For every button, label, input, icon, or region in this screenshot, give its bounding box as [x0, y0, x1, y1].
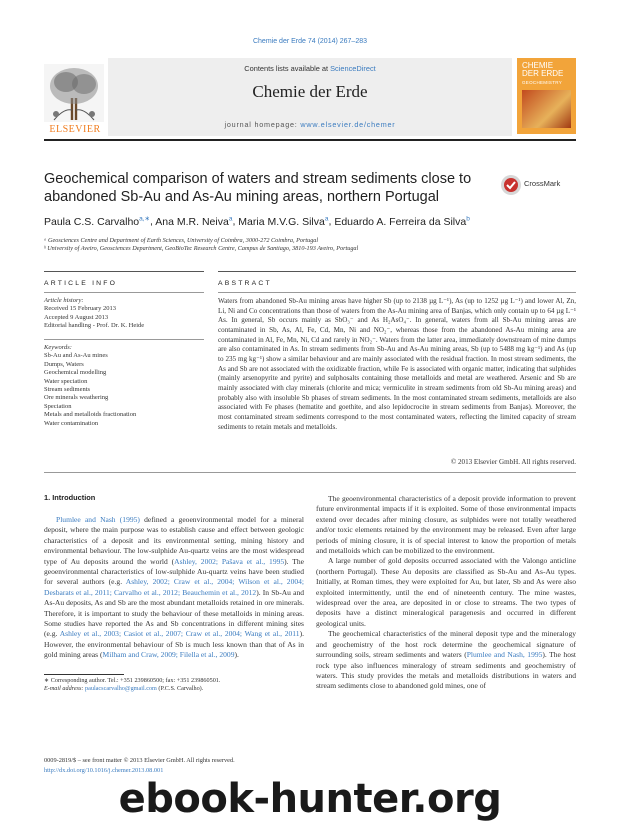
keyword: Speciation: [44, 402, 72, 410]
article-info-heading: ARTICLE INFO: [44, 280, 118, 287]
keyword: Water contamination: [44, 419, 99, 427]
citation-link[interactable]: Ashley, 2002; Pašava et al., 1995: [174, 556, 285, 566]
abstract-text: Waters from abandoned Sb-Au mining areas have higher Sb (up to 2138 µg L⁻¹), As (up to 1252 µg L⁻¹) and lower Al, Zn, Li, Ni and Co concentrations than those of waters from the As-Au mining area of Banjas, which only contain up to 64 µg L⁻¹ As. In general, Sb occurs mainly as SbO₃⁻ and As H₂AsO₄⁻. In general, waters from all Sb-Au mining areas are contaminated in Sb, As, Al, Fe, Cd, Mn, Ni and NO₂⁻, whereas those from the abandoned As-Au mining area are contaminated in Al, Fe, Mn, Ni, Cd and rarely in NO₂⁻. Waters from the latter area, immediately downstream of mine dumps are also contaminated in As. In stream sediments from Sb-Au and As-Au mining areas, Sb (up to 5488 mg kg⁻¹) and As (up to 235 mg kg⁻¹) show a similar behaviour and are mainly associated with the residual fraction. In most stream sediments, the As and Sb are not associated with the oxidizable fraction, while Fe is associated with organic matter, indicating that sulphides (mainly arsenopyrite and pyrite) and sulphosalts containing those metalloids and metal are weathered. Arsenic and Sb are mainly associated with clay minerals (chlorite and mica; vermiculite in stream sediments from old Sb-Au mining areas) and probably also with insoluble Sb phases of stream sediments. In the most contaminated stream sediments, metalloids are also associated with Fe phases (hematite and goethite, and also lepidocrocite in stream sediments from Banjas). Moreover, the most contaminated stream sediments correspond to the most contaminated waters, reflecting the limited capacity of stream sediments to retain metals and metalloids.: [218, 297, 576, 431]
history-received: Received 15 February 2013: [44, 305, 117, 313]
keyword: Water speciation: [44, 377, 88, 385]
author[interactable]: Eduardo A. Ferreira da Silva$^b$: [334, 215, 470, 228]
citation-link[interactable]: Ashley et al., 2003; Casiot et al., 2007; Craw et al., 2004; Wang et al., 2011: [59, 629, 300, 639]
keyword: Metals and metalloids fractionation: [44, 411, 137, 419]
article-title-line-2: abandoned Sb-Au and As-Au mining areas, northern Portugal: [44, 189, 439, 205]
crossmark-badge[interactable]: [500, 174, 576, 196]
section-heading-introduction: 1. Introduction: [44, 493, 96, 502]
citation-link[interactable]: Plumlee and Nash (1995): [56, 515, 140, 524]
body-paragraph: [316, 556, 576, 629]
keyword: Stream sediments: [44, 386, 91, 394]
email-label: E-mail address:: [44, 685, 86, 692]
header-divider: [44, 139, 576, 141]
author[interactable]: Paula C.S. Carvalho$^{a,∗}$: [44, 215, 151, 228]
history-editorial: Editorial handling - Prof. Dr. K. Heide: [44, 322, 145, 330]
body-text: ). In Sb-Au and As-Au deposits, As and Sb are the most abundant metalloids retained in ore minerals. Therefore, it is important to study the behaviour of these metalloids in mining areas. Some studies have reported the As and Sb concentrations in different mining sites (e.g.: [44, 587, 305, 639]
issn-line: 0009-2819/$ – see front matter © 2013 Elsevier GmbH. All rights reserved.: [44, 757, 235, 764]
body-paragraph: [316, 494, 576, 556]
body-column-left: [44, 515, 304, 661]
doi-link[interactable]: http://dx.doi.org/10.1016/j.chemer.2013.08.001: [44, 767, 164, 774]
body-text: A large number of gold deposits occurred associated with the Valongo anticline (northern Portugal). These Au deposits are classified as Sb-Au and As-Au types. Initially, at Roman times, they were exploited for Au, but later, Sb and As were also exploited intermittently, until the end of nineteenth century. The mine wastes, widespread over the area, are deposited in or close to streams. The two types of deposits have a distinct mineralogical paragenesis and occurred in different geological units.: [316, 556, 576, 628]
history-label: Article history:: [44, 297, 84, 304]
body-text: The geochemical characteristics of the mineral deposit type and the mineralogy and geochemistry of the host rock determine the geochemical signature of surrounding soils, stream sediments and waters (: [316, 629, 576, 660]
keyword: Dumps, Waters: [44, 360, 84, 368]
crossmark-label: CrossMark: [524, 179, 561, 188]
keyword: Geochemical modelling: [44, 369, 107, 377]
affiliation-b: ᵇ University of Aveiro, Geosciences Department, GeoBioTec Research Centre, Campus de Santiago, 3810-193 Aveiro, Portugal: [44, 245, 359, 252]
body-paragraph: [44, 515, 304, 661]
cover-title-line-1: CHEMIE: [522, 61, 554, 70]
author[interactable]: Ana M.R. Neiva$^a$: [155, 215, 233, 228]
body-text: defined a geoenvironmental model for a mineral deposit, where the main purpose was to establish cause and effect between geologic characteristics of a deposit and its environmental setting, mining history and environmental behaviour. The low-sulphide Au-quartz veins are the most widespread type of Au deposits around the world (: [44, 515, 304, 566]
keywords-block: [44, 344, 204, 428]
homepage-link[interactable]: www.elsevier.de/chemer: [300, 120, 396, 129]
citation-link[interactable]: Milham and Craw, 2009; Filella et al., 2009: [102, 650, 235, 660]
abstract-subrule: [218, 292, 576, 293]
body-text: ). The host rock type also influences mineralogy of stream sediments and geochemistry of waters. This study provides the metals and metalloids distributions in waters and stream sediments close to abandoned gold mines, one of: [316, 650, 576, 691]
author[interactable]: Maria M.V.G. Silva$^a$: [238, 215, 329, 228]
keyword: Ore minerals weathering: [44, 394, 109, 402]
abstract-heading: ABSTRACT: [218, 280, 272, 287]
history-keywords-rule: [44, 339, 204, 340]
footnote-contact: ∗ Corresponding author. Tel.: +351 239860500; fax: +351 239860501.: [44, 677, 221, 684]
article-info-rule: [44, 271, 204, 272]
body-column-right: [316, 494, 576, 692]
body-text: ).: [234, 650, 239, 660]
cover-subtitle: GEOCHEMISTRY: [522, 80, 563, 85]
body-paragraph: [316, 629, 576, 691]
author-email-link[interactable]: paulacscarvalho@gmail.com: [85, 685, 157, 692]
corresponding-author-footnote: [44, 677, 304, 693]
cover-image: [522, 90, 571, 128]
cover-title: [522, 62, 563, 78]
contents-prefix: Contents lists available at: [244, 64, 331, 73]
abstract-rule: [218, 271, 576, 272]
author-list: Paula C.S. Carvalho$^{a,∗}$, Ana M.R. Neiva$^a$, Maria M.V.G. Silva$^a$, Eduardo A. Ferreira da Silva$^b$: [44, 215, 470, 228]
citation-link[interactable]: Plumlee and Nash, 1995: [466, 650, 543, 660]
article-title: [44, 170, 494, 206]
journal-name: Chemie der Erde: [252, 82, 368, 101]
email-suffix: (P.C.S. Carvalho).: [156, 685, 204, 692]
abstract-bottom-rule: [44, 472, 576, 473]
article-history: [44, 297, 204, 331]
sciencedirect-link[interactable]: ScienceDirect: [330, 64, 376, 73]
body-text: ). The geoenvironmental characteristics of low-sulphide Au-quartz veins have been studied for several authors (e.g.: [44, 556, 305, 587]
footnote-email-line: [44, 685, 304, 693]
affiliation-a: ᵃ Geosciences Centre and Department of Earth Sciences, University of Coimbra, 3000-272 Coimbra, Portugal: [44, 237, 319, 244]
journal-cover-thumbnail: [517, 58, 576, 134]
keywords-label: Keywords:: [44, 344, 72, 351]
crossmark-icon: [500, 174, 522, 196]
journal-homepage: [108, 120, 512, 129]
contents-availability: [108, 64, 512, 73]
watermark: ebook-hunter.org: [118, 776, 502, 822]
citation-link[interactable]: Ashley, 2002; Craw et al., 2004; Wilson et al., 2004; Desbarats et al., 2011; Carvalho et al., 2012; Beauchemin et al., 2012: [44, 577, 304, 597]
copyright-notice: © 2013 Elsevier GmbH. All rights reserved.: [450, 458, 576, 466]
cover-title-line-2: DER ERDE: [522, 69, 564, 78]
homepage-prefix: journal homepage:: [224, 120, 301, 129]
keyword: Sb-Au and As-Au mines: [44, 352, 108, 360]
article-title-line-1: Geochemical comparison of waters and stream sediments close to: [44, 171, 472, 187]
body-text: ). However, the environmental behaviour of Sb is much less known than that of As in gold mining areas (: [44, 629, 304, 660]
footnote-rule: [44, 674, 124, 675]
body-text: The geoenvironmental characteristics of a deposit provide information to prevent future environmental impacts if it is exploited. Some of those environmental impacts extend over decades after mining closure, as sulphides were not totally weathered and/or toxic elements retained by the environment may be released. Even after large periods of mining closure, it is of special interest to know the proportion of metals and metalloids which can be mobilized to the environment.: [316, 494, 576, 556]
journal-reference[interactable]: Chemie der Erde 74 (2014) 267–283: [252, 38, 368, 45]
history-accepted: Accepted 9 August 2013: [44, 313, 109, 321]
elsevier-wordmark: ELSEVIER: [49, 124, 101, 135]
article-info-subrule: [44, 292, 204, 293]
